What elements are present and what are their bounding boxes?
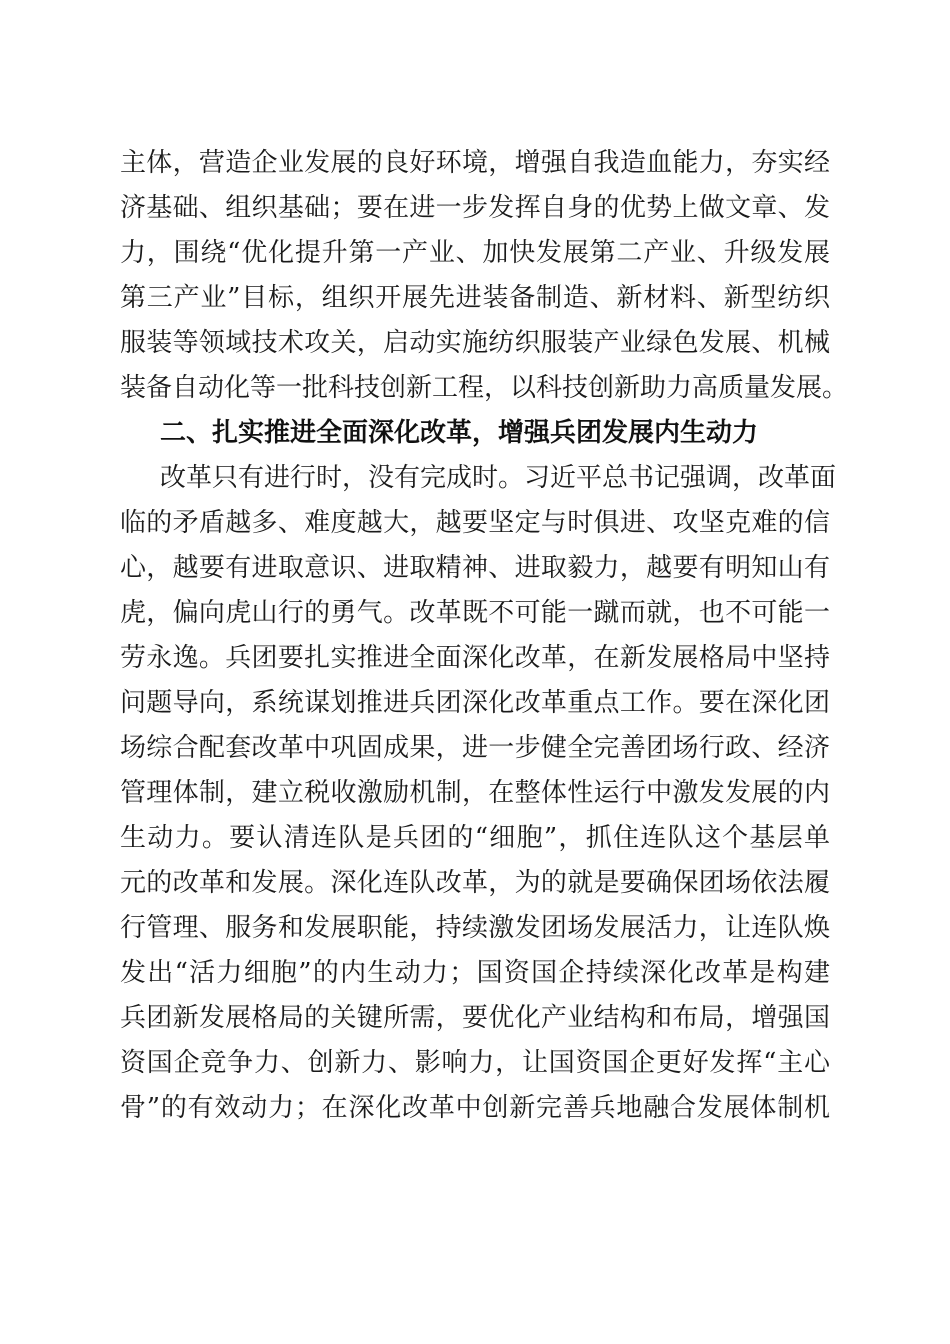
paragraph-2-line: 行管理、服务和发展职能，持续激发团场发展活力，让连队焕	[120, 913, 830, 943]
paragraph-2-line: 发出“活力细胞”的内生动力；国资国企持续深化改革是构建	[120, 958, 830, 988]
paragraph-2-line: 临的矛盾越多、难度越大，越要坚定与时俱进、攻坚克难的信	[120, 508, 830, 538]
paragraph-2-line: 虎，偏向虎山行的勇气。改革既不可能一蹴而就，也不可能一	[120, 598, 830, 628]
paragraph-2-line: 生动力。要认清连队是兵团的“细胞”，抓住连队这个基层单	[120, 823, 830, 853]
section-heading: 二、扎实推进全面深化改革，增强兵团发展内生动力	[160, 418, 759, 448]
paragraph-2-line: 兵团新发展格局的关键所需，要优化产业结构和布局，增强国	[120, 1003, 830, 1033]
paragraph-2-line: 劳永逸。兵团要扎实推进全面深化改革，在新发展格局中坚持	[120, 643, 830, 673]
paragraph-2-line: 改革只有进行时，没有完成时。习近平总书记强调，改革面	[160, 463, 837, 493]
paragraph-1-line: 主体，营造企业发展的良好环境，增强自我造血能力，夯实经	[120, 148, 830, 178]
paragraph-2-line: 资国企竞争力、创新力、影响力，让国资国企更好发挥“主心	[120, 1048, 830, 1078]
paragraph-2-line: 骨”的有效动力；在深化改革中创新完善兵地融合发展体制机	[120, 1093, 830, 1123]
paragraph-1-line: 第三产业”目标，组织开展先进装备制造、新材料、新型纺织	[120, 283, 830, 313]
paragraph-1-line: 服装等领域技术攻关，启动实施纺织服装产业绿色发展、机械	[120, 328, 830, 358]
paragraph-1-line: 装备自动化等一批科技创新工程，以科技创新助力高质量发展。	[120, 373, 849, 403]
paragraph-2-line: 元的改革和发展。深化连队改革，为的就是要确保团场依法履	[120, 868, 830, 898]
paragraph-2-line: 管理体制，建立税收激励机制，在整体性运行中激发发展的内	[120, 778, 830, 808]
paragraph-1-line: 济基础、组织基础；要在进一步发挥自身的优势上做文章、发	[120, 193, 830, 223]
paragraph-2-line: 场综合配套改革中巩固成果，进一步健全完善团场行政、经济	[120, 733, 830, 763]
paragraph-2-line: 问题导向，系统谋划推进兵团深化改革重点工作。要在深化团	[120, 688, 830, 718]
paragraph-2-line: 心，越要有进取意识、进取精神、进取毅力，越要有明知山有	[120, 553, 830, 583]
paragraph-1-line: 力，围绕“优化提升第一产业、加快发展第二产业、升级发展	[120, 238, 830, 268]
